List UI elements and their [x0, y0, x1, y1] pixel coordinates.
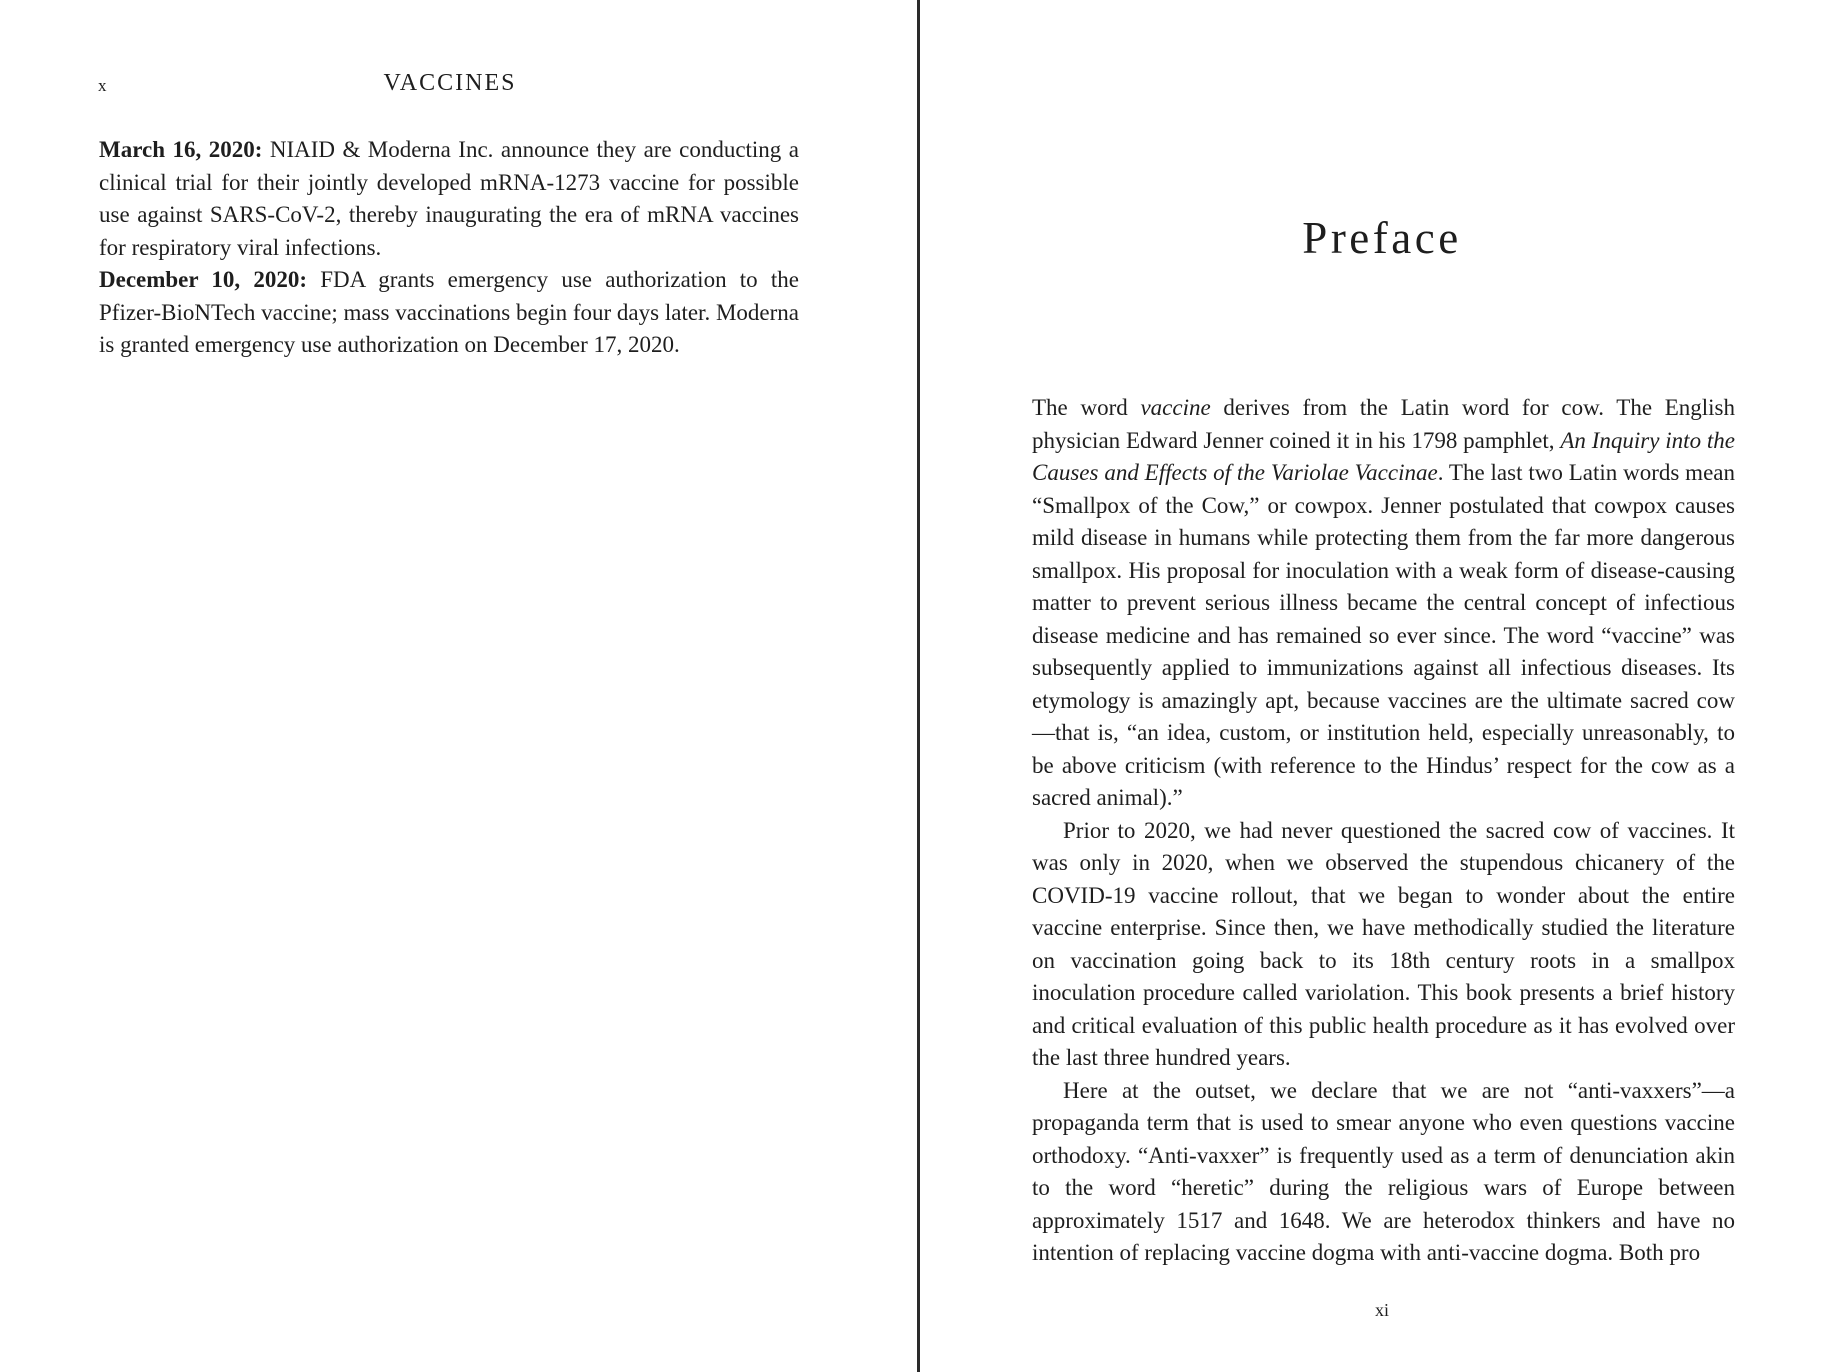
paragraph [1032, 392, 1735, 815]
paragraph: Prior to 2020, we had never questioned the sacred cow of vaccines. It was only in 2020, when we observed the stupendous chicanery of the COVID-19 vaccine rollout, that we began to wonder about the entire vaccine enterprise. Since then, we have methodically studied the literature on vaccination going back to its 18th century roots in a smallpox inoculation procedure called variolation. This book presents a brief history and critical evaluation of this public health procedure as it has evolved over the last three hundred years. [1032, 817, 1735, 1070]
timeline-entry [99, 134, 799, 264]
entry-text: NIAID & Moderna Inc. announce they are conducting a clinical trial for their jointly developed mRNA-1273 vaccine for possible use against SARS-CoV-2, thereby inaugurating the era of mRNA vaccines for respiratory viral infections. [99, 137, 799, 260]
text-run: . The last two Latin words mean “Smallpox of the Cow,” or cowpox. Jenner postulated that cowpox causes mild disease in humans while protecting them from the far more dangerous smallpox. His proposal for inoculation with a weak form of disease-causing matter to prevent serious illness became the central concept of infectious disease medicine and has remained so ever since. The word “vaccine” was subsequently applied to immunizations against all infectious diseases. Its etymology is amazingly apt, because vaccines are the ultimate sacred cow—that is, “an idea, custom, or institution held, especially unreasonably, to be above criticism (with reference to the Hindus’ respect for the cow as a sacred animal).” [1032, 460, 1735, 810]
italic-book-title: An Inquiry into the Causes and Effects of the Variolae Vaccinae [1032, 427, 1735, 485]
text-run: derives from the Latin word for cow. The English physician Edward Jenner coined it in his 1798 pamphlet, [1032, 395, 1736, 453]
timeline-entries [99, 134, 799, 362]
timeline-entry [99, 264, 799, 362]
paragraph: Here at the outset, we declare that we are not “anti-vaxxers”—a propaganda term that is used to smear anyone who even questions vaccine orthodoxy. “Anti-vaxxer” is frequently used as a term of denunciation akin to the word “heretic” during the religious wars of Europe between approximately 1517 and 1648. We are heterodox thinkers and have no intention of replacing vaccine dogma with anti-vaccine dogma. Both pro [1032, 1077, 1735, 1265]
right-page [920, 0, 1830, 1372]
entry-date: December 10, 2020: [99, 267, 308, 292]
page-number-right: xi [1374, 1300, 1389, 1320]
page-number-left: x [98, 76, 107, 95]
running-head: VACCINES [383, 70, 517, 96]
entry-text: FDA grants emergency use authorization to the Pfizer-BioNTech vaccine; mass vaccinations begin four days later. Moderna is granted emergency use authorization on December 17, 2020. [99, 267, 799, 357]
preface-body [1032, 392, 1735, 1270]
italic-term: vaccine [1140, 395, 1211, 420]
text-run: The word [1032, 395, 1141, 420]
chapter-title: Preface [1302, 213, 1462, 263]
entry-date: March 16, 2020: [99, 137, 263, 162]
